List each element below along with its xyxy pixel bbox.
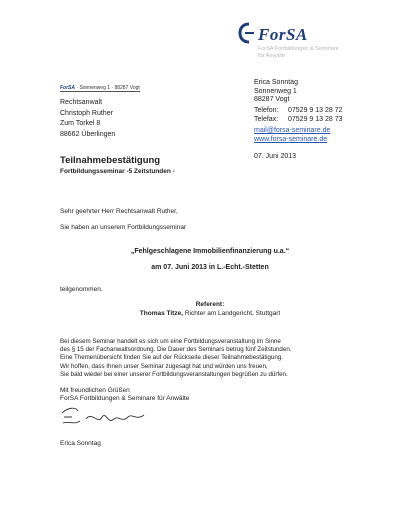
contact-block: [254, 79, 298, 105]
intro-text: Sie haben an unserem Fortbildungsseminar: [60, 224, 187, 231]
participated-text: teilgenommen.: [60, 286, 103, 293]
handwritten-signature: [58, 403, 148, 431]
email-link[interactable]: mail@forsa-seminare.de: [254, 127, 331, 134]
fax-number: 07529 9 13 28 73: [288, 115, 343, 123]
contact-street: Sonnenweg 1: [254, 87, 297, 95]
contact-name: Erica Sonntag: [254, 79, 298, 86]
referent-label: Referent:: [195, 301, 225, 308]
contact-phone-block: Telefon: 07529 9 13 28 72 Telefax: 07529 9 13 28 73: [254, 107, 343, 123]
forsa-logo-icon: [238, 22, 260, 44]
logo-text: ForSA: [258, 25, 308, 44]
referent-role: Richter am Landgericht, Stuttgart: [183, 310, 281, 317]
seminar-date: am 07. Juni 2013 in L.-Echt.-Stetten: [151, 264, 269, 271]
recipient-address: Rechtsanwalt Christoph Ruther Zum Torkel 8 88662 Überlingen: [60, 99, 116, 138]
body-paragraph: Bei diesem Seminar handelt es sich um eine Fortbildungsveranstaltung im Sinne des § 15 der Fachanwaltsordnung. Die Dauer des Seminars betrug fünf Zeitstunden. Eine Themenübersicht finden Sie auf der Rückseite dieser Teilnahmebestätigung. Wir hoffen, dass Ihnen unser Seminar zugesagt hat und würden uns freuen, Sie bald wieder bei einer unserer Fortbildungsveranstaltungen begrüßen zu dürfen.: [60, 338, 292, 378]
document-title: Teilnahmebestätigung: [60, 155, 161, 166]
closing-greeting: Mit freundlichen Grüßen ForSA Fortbildungen & Seminare für Anwälte: [60, 387, 190, 402]
seminar-title: „Fehlgeschlagene Immobilienfinanzierung u.a.“: [130, 248, 290, 255]
referent-info: [60, 310, 360, 317]
referent-name: Thomas Titze,: [139, 310, 184, 317]
phone-number: 07529 9 13 28 72: [288, 107, 343, 114]
signer-name: Erica Sonntag: [60, 440, 101, 447]
document-subtitle: Fortbildungsseminar -5 Zeitstunden -: [60, 168, 175, 175]
sender-return-line: ForSA · Sonnenweg 1 · 88287 Vogt: [60, 85, 140, 91]
logo-tagline: ForSA Fortbildungen & Seminare für Anwälte: [258, 46, 339, 59]
letter-date: 07. Juni 2013: [254, 153, 297, 160]
website-link[interactable]: www.forsa-seminare.de: [254, 135, 328, 143]
contact-city: 88287 Vogt: [254, 96, 290, 103]
salutation: Sehr geehrter Herr Rechtsanwalt Ruther,: [60, 208, 178, 215]
